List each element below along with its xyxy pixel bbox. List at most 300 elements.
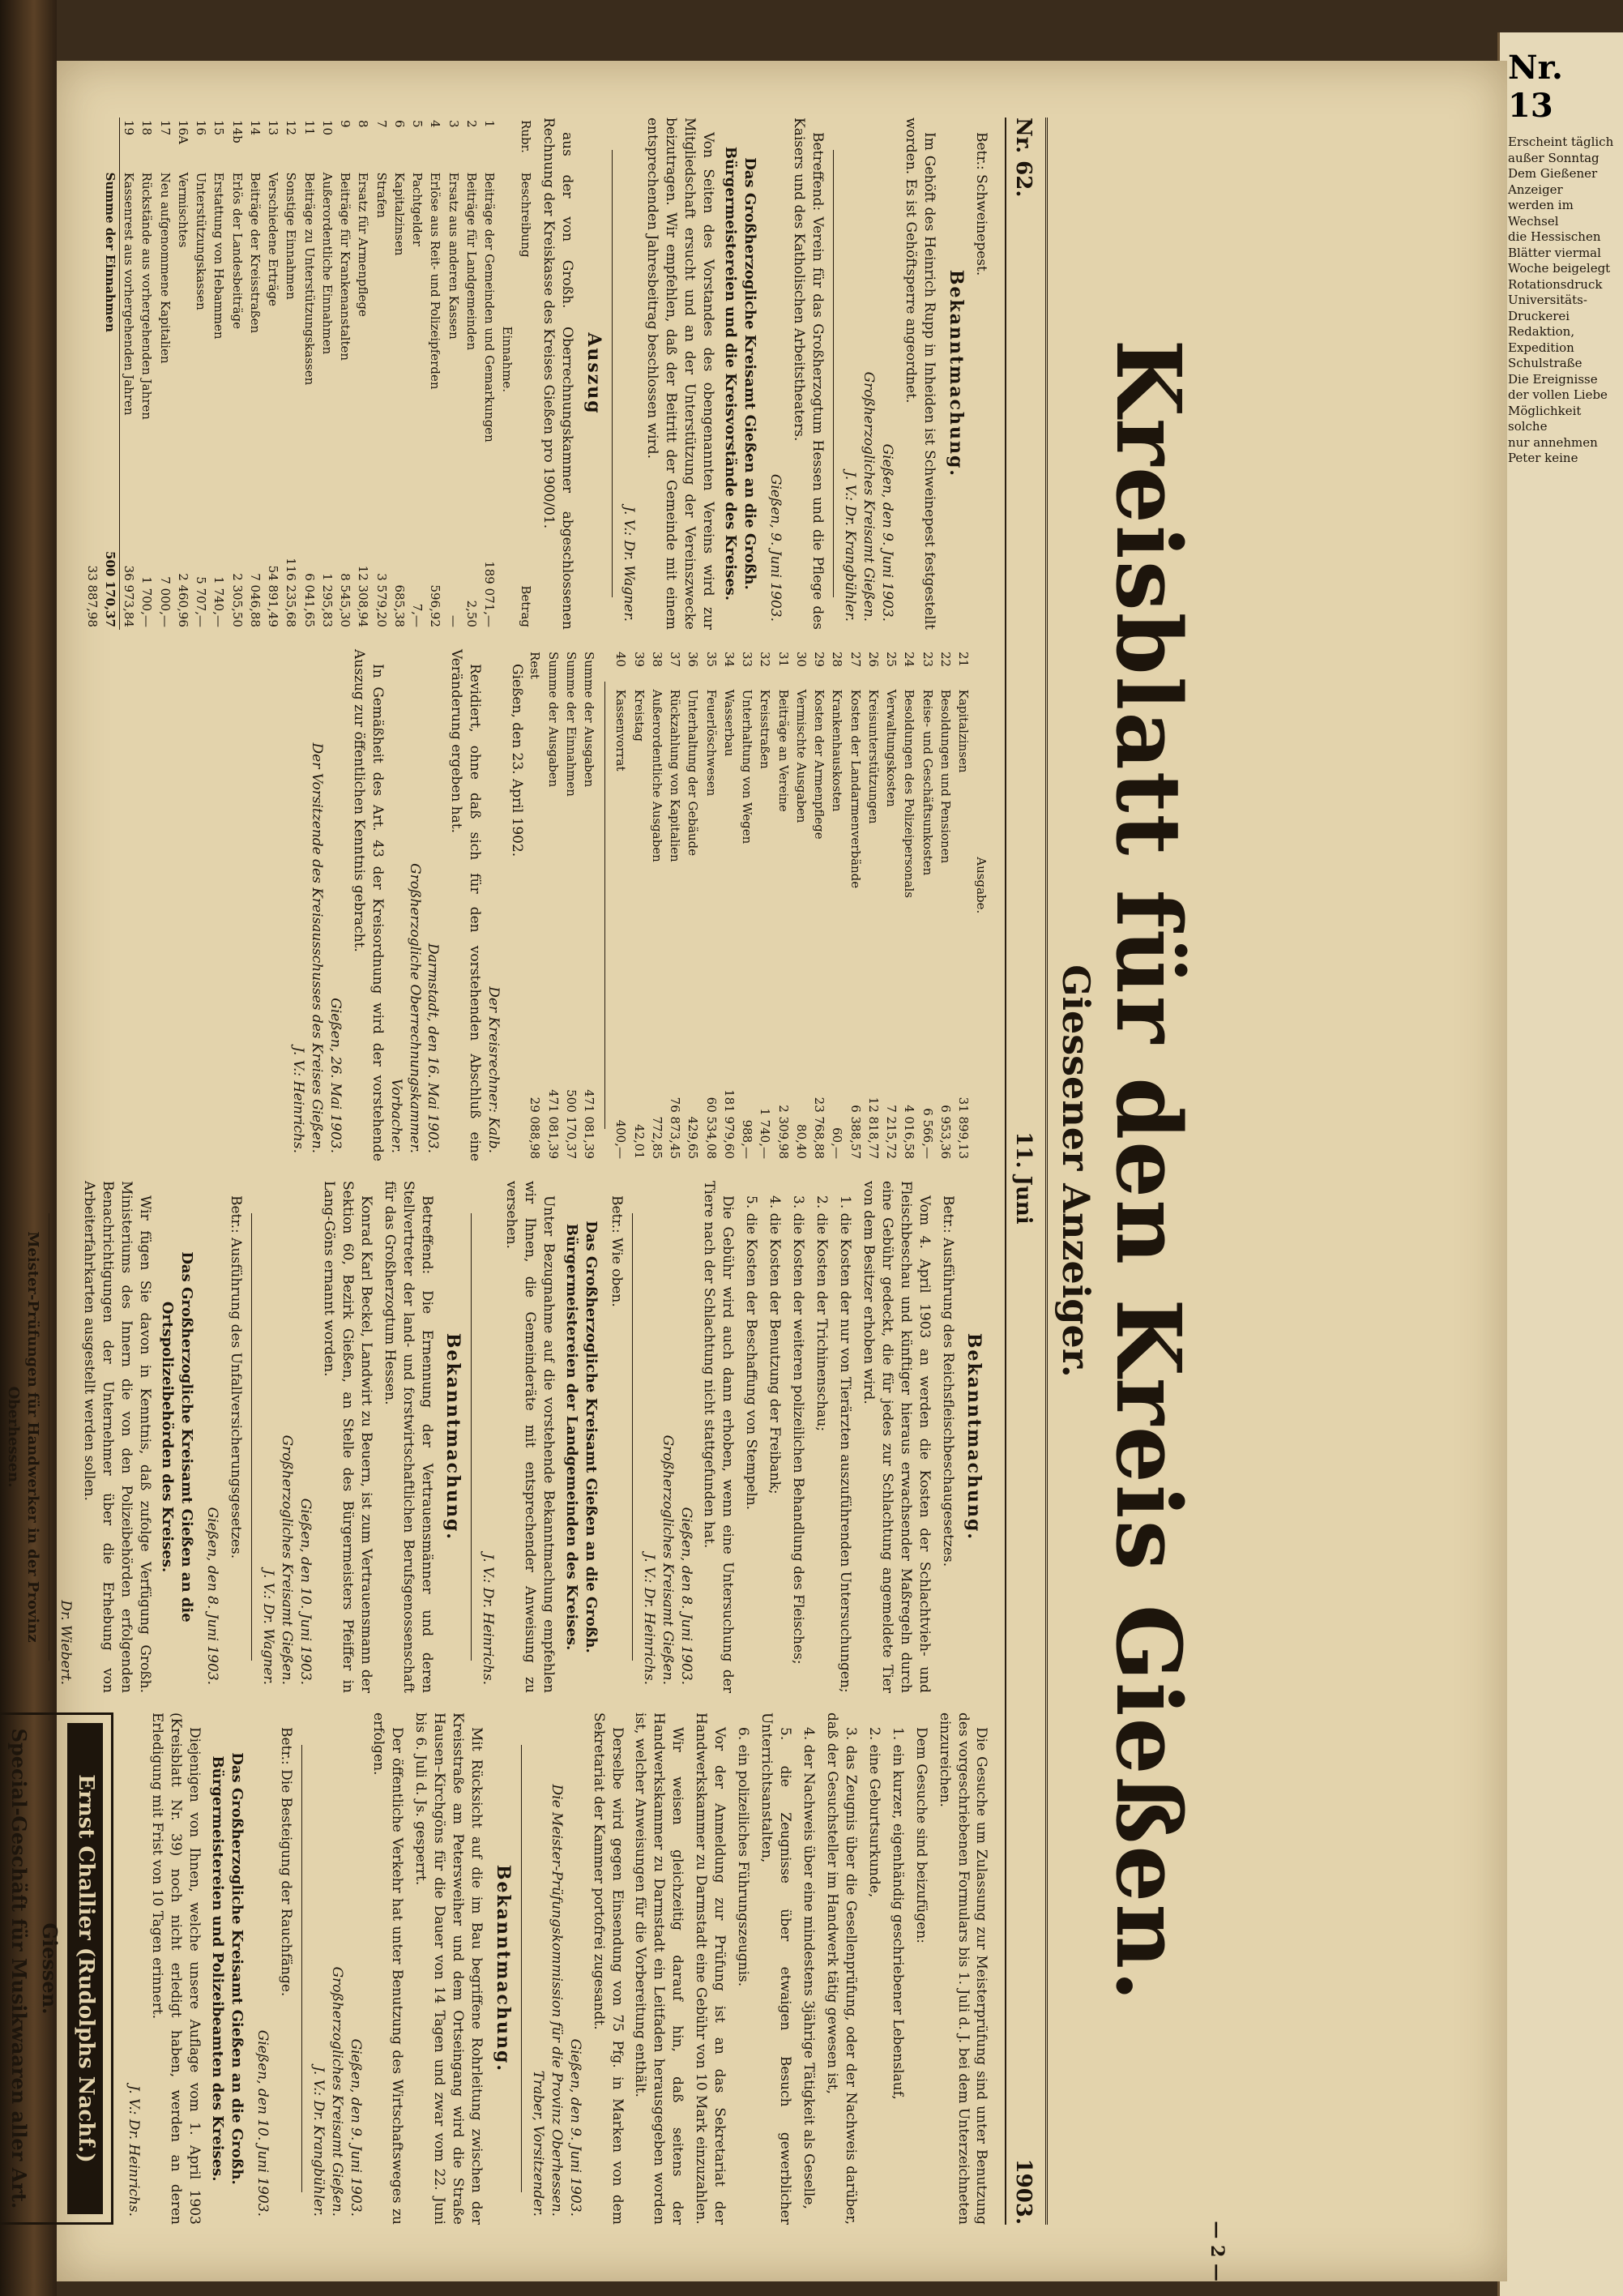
ledger-cell: 2 309,98	[775, 1105, 791, 1159]
ledger-cell: 60,—	[830, 1127, 845, 1159]
adjacent-page-line: Rotationsdruck	[1508, 276, 1603, 292]
ledger-cell: 988,—	[740, 1119, 755, 1159]
notice-office: Großherzogliches Kreisamt Gießen.	[328, 1966, 345, 2217]
ledger-row	[630, 649, 648, 1161]
advertisement	[0, 1712, 113, 2225]
ledger-cell: Beiträge für Landgemeinden	[463, 172, 479, 351]
section-text: aus der von Großh. Oberrechnungskammer abgeschlossenen Rechnung der Kreiskasse des Kreises Gießen pro 1900/01.	[540, 118, 576, 630]
ledger-cell: Erlös der Landesbeiträge	[229, 172, 245, 330]
ledger-row	[810, 649, 828, 1161]
ledger-header-cell: Beschreibung	[518, 172, 533, 258]
ledger-row	[228, 118, 246, 630]
ledger-row	[192, 118, 210, 630]
notice-office: Großherzogliches Kreisamt Gießen.	[659, 1434, 676, 1685]
newspaper-page	[4, 61, 1507, 2281]
ledger-cell: 76 873,45	[668, 1097, 683, 1159]
ledger-subtotal-row	[83, 118, 100, 630]
notice-heading: Das Großherzogliche Kreisamt Gießen an die Großh. Bürgermeistereien der Landgemeinden des Kreises.	[562, 1221, 600, 1653]
ledger-row	[526, 649, 544, 1161]
notice-signer: J. V.: Dr. Heinrichs.	[480, 1553, 497, 1685]
notice-signer: J. V.: Dr. Krangbühler.	[310, 2066, 327, 2217]
rotated-page-content	[4, 61, 1228, 2281]
notice-text: Die Gebühr wird auch dann erhoben, wenn eine Untersuchung der Tiere nach der Schlachtung nicht stattgefunden hat.	[701, 1181, 737, 1693]
ad-company-name: Ernst Challier (Rudolphs Nachf.)	[67, 1723, 102, 2214]
ledger-cell: 9	[338, 120, 353, 128]
ledger-note-date: Gießen, den 23. April 1902.	[509, 664, 526, 857]
ledger-cell: Erstattung von Hebammen	[211, 172, 227, 340]
ledger-cell: Summe der Ausgaben	[582, 652, 597, 788]
notice-date: Gießen, den 9. Juni 1903.	[347, 2038, 364, 2217]
ledger-cell: 27	[848, 652, 863, 668]
revision-signer: Vorbacher.	[387, 1078, 404, 1153]
adjacent-page-line: Redaktion, Expedition	[1508, 324, 1575, 355]
adjacent-page-line: die Hessischen	[1508, 229, 1601, 244]
divider	[833, 150, 834, 597]
notice-subject: Betr.: Schweinepest.	[973, 132, 990, 276]
notice-date: Gießen, den 10. Juni 1903.	[297, 1498, 314, 1685]
ledger-cell: 7,—	[410, 603, 425, 627]
ledger-cell: Besoldungen und Pensionen	[938, 689, 953, 864]
ledger-cell: 429,65	[686, 1116, 701, 1159]
ledger-cell: Verschiedene Erträge	[266, 172, 281, 307]
ledger-row	[703, 649, 720, 1161]
notice-office: Großherzogliches Kreisamt Gießen.	[279, 1434, 296, 1685]
ledger-row	[391, 118, 408, 630]
ledger-cell: 33	[740, 652, 755, 668]
ledger-cell: Außerordentliche Einnahmen	[319, 172, 335, 355]
publication-signer: J. V.: Heinrichs.	[289, 1046, 306, 1153]
ledger-cell: Vermischte Ausgaben	[794, 689, 809, 823]
ledger-cell: 2	[463, 120, 479, 128]
ledger-header-cell: Rubr.	[518, 120, 533, 153]
ledger-row	[156, 118, 173, 630]
ledger-row	[720, 649, 738, 1161]
expense-ledger	[612, 649, 990, 1161]
notice-signer: J. V.: Dr. Heinrichs.	[640, 1553, 657, 1685]
ad-city: Giessen.	[38, 1922, 62, 2015]
ledger-cell: 14	[247, 120, 263, 136]
ledger-section: Ausgabe.	[974, 857, 989, 914]
ledger-cell: Pachtgelder	[410, 172, 425, 246]
ledger-row	[684, 649, 702, 1161]
ledger-cell: 12 818,77	[866, 1097, 881, 1159]
notice-date: Gießen, den 9. Juni 1903.	[879, 443, 895, 622]
ledger-cell: 22	[938, 652, 953, 668]
ledger-cell: 12	[284, 120, 299, 136]
ledger-cell: 39	[631, 652, 647, 668]
ledger-row	[882, 649, 900, 1161]
notice-signer: Dr. Wiebert.	[58, 1600, 75, 1685]
divider	[251, 1213, 252, 1661]
publication-office: Der Vorsitzende des Kreisausschusses des Kreises Gießen.	[308, 742, 325, 1153]
notice-signer: J. V.: Dr. Krangbühler.	[842, 471, 859, 622]
ledger-cell: 6 041,65	[301, 573, 317, 627]
adjacent-page-line: nur annehmen	[1508, 434, 1598, 450]
ledger-cell: Erlöse aus Reit- und Polizeipferden	[428, 172, 443, 390]
ledger-cell: Wasserbau	[722, 689, 737, 757]
notice-signer: J. V.: Dr. Wagner.	[621, 506, 638, 622]
ledger-row	[756, 649, 774, 1161]
adjacent-page-line: der vollen Liebe	[1508, 387, 1608, 402]
ledger-cell: 2 305,50	[229, 573, 245, 627]
ledger-cell: Krankenhauskosten	[830, 689, 845, 812]
notice-office: Großherzogliches Kreisamt Gießen.	[861, 371, 878, 622]
notice-heading: Das Großherzogliche Kreisamt Gießen an die Großh. Bürgermeistereien und die Kreisvorstände des Kreises.	[722, 146, 759, 601]
notice-heading: Bekanntmachung.	[442, 1332, 464, 1541]
ledger-cell: 4 016,58	[902, 1105, 917, 1159]
ledger-row	[847, 649, 865, 1161]
ledger-cell: 38	[650, 652, 664, 668]
notice-subject: Betreffend: Verein für das Großherzogtum Hessen und die Pflege des Kaisers und des Katholischen Arbeitstheaters.	[791, 118, 826, 630]
ledger-cell: Rest	[527, 652, 543, 679]
ledger-cell: Beiträge der Kreisstraßen	[247, 172, 263, 334]
ledger-section: Einnahme.	[500, 326, 515, 393]
ledger-cell: 23 768,88	[812, 1097, 827, 1159]
ledger-cell: Rückzahlung von Kapitalien	[668, 689, 683, 862]
list-item: 1. ein kurzer, eigenhändig geschriebener Lebenslauf,	[889, 1727, 906, 2100]
adjacent-page-header: Nr. 13	[1508, 49, 1563, 125]
ledger-row	[354, 118, 372, 630]
ledger-row	[738, 649, 756, 1161]
ledger-cell: 471 081,39	[545, 1089, 561, 1159]
adjacent-page-line: Möglichkeit solche	[1508, 403, 1582, 434]
ledger-row	[174, 118, 192, 630]
notice-date: Gießen, 9. Juni 1903.	[767, 473, 784, 622]
ledger-cell: 2 460,96	[175, 573, 190, 627]
ledger-cell: Kosten der Armenpflege	[812, 689, 827, 840]
ledger-cell: 12 308,94	[356, 565, 371, 627]
ledger-cell: Ersatz aus anderen Kassen	[446, 172, 461, 340]
ledger-row	[336, 118, 354, 630]
adjacent-page-line: Erscheint täglich	[1508, 135, 1614, 149]
ledger-cell: 11	[301, 120, 317, 136]
ledger-cell: 19	[122, 120, 137, 136]
notice-text: Unter Bezugnahme auf die vorstehende Bekanntmachung empfehlen wir Ihnen, die Gemeinderäte mit entsprechender Anweisung zu versehen.	[503, 1181, 557, 1693]
ledger-cell: 6 388,57	[848, 1105, 863, 1159]
ledger-cell: 6 953,36	[938, 1105, 953, 1159]
ledger-row	[318, 118, 336, 630]
list-item: 5. die Zeugnisse über etwaigen Besuch gewerblicher Unterrichtsanstalten,	[758, 1712, 794, 2225]
ledger-cell: Besoldungen des Polizeipersonals	[902, 689, 917, 898]
ledger-cell: 10	[319, 120, 335, 136]
notice-date: Gießen, den 8. Juni 1903.	[204, 1507, 221, 1685]
ledger-row	[900, 649, 918, 1161]
ledger-row	[775, 649, 792, 1161]
ledger-subtotal-value: 33 887,98	[84, 565, 100, 627]
ledger-cell: 189 071,—	[482, 561, 498, 627]
adjacent-page-line: außer Sonntag	[1508, 150, 1600, 165]
adjacent-page-text	[1500, 128, 1623, 473]
adjacent-page-line: Universitäts-Druckerei	[1508, 293, 1587, 323]
notice-signer: J. V.: Dr. Wagner.	[260, 1569, 277, 1685]
ledger-cell: 18	[139, 120, 155, 136]
notice-list	[733, 1712, 907, 2225]
ledger-row	[828, 649, 846, 1161]
ledger-cell: Kreisstraßen	[758, 689, 773, 769]
ledger-row	[545, 649, 562, 1161]
ledger-cell: Verwaltungskosten	[884, 689, 899, 807]
ledger-cell: 3 579,20	[374, 573, 389, 627]
notice-subject: Betr.: Wie oben.	[608, 1195, 625, 1307]
column-1	[84, 118, 991, 630]
ledger-cell: 32	[758, 652, 773, 668]
notice-text: Wir weisen gleichzeitig darauf hin, daß seitens der Handwerkskammer zu Darmstadt ein Leitfaden herausgegeben worden ist, welcher Anweisungen für die Vorbereitung enthält.	[632, 1712, 686, 2225]
divider	[632, 1213, 633, 1661]
list-item: 4. die Kosten der Benutzung der Freibank;	[767, 1195, 784, 1494]
list-item: 2. eine Geburtsurkunde,	[865, 1727, 882, 1898]
ledger-cell: 17	[157, 120, 173, 136]
ledger-cell: 31	[775, 652, 791, 668]
notice-heading: Bekanntmachung.	[963, 1332, 985, 1541]
ledger-row	[792, 649, 810, 1161]
page-number: — 2 —	[1207, 2221, 1228, 2281]
ledger-row	[408, 118, 426, 630]
notice-text: Von Seiten des Vorstandes des obengenannten Vereins wird zur Mitgliedschaft ersucht und an der Unterstützung der Vereinszwecke beizutragen. Wir empfehlen, daß der Beitritt der Gemeinde mit einem entsprechenden Jahresbeitrag beschlossen wird.	[643, 118, 716, 630]
ledger-total-value: 500 170,37	[101, 549, 120, 630]
ledger-row	[264, 118, 282, 630]
ledger-row	[119, 118, 138, 630]
ledger-cell: 16A	[175, 120, 190, 144]
ledger-row	[666, 649, 684, 1161]
divider	[471, 1213, 472, 1661]
ledger-row	[372, 118, 390, 630]
ledger-row	[955, 649, 972, 1161]
notice-date: Gießen, den 9. Juni 1903.	[566, 2038, 583, 2217]
ledger-cell: 5	[410, 120, 425, 128]
ledger-cell: 29	[812, 652, 827, 668]
notice-heading: Bekanntmachung.	[492, 1864, 514, 2073]
ledger-row	[463, 118, 480, 630]
list-item: 5. die Kosten der Beschaffung von Stempeln.	[743, 1195, 760, 1511]
notice-heading: Bekanntmachung.	[945, 269, 967, 478]
ledger-cell: 471 081,39	[582, 1089, 597, 1159]
list-item: 3. die Kosten der weiteren polizeilichen Behandlung des Fleisches;	[790, 1195, 807, 1665]
ledger-body	[119, 118, 498, 630]
ledger-cell: 80,40	[794, 1124, 809, 1159]
ledger-cell: Kosten der Landarmenverbände	[848, 689, 863, 889]
ledger-cell: 1 700,—	[139, 576, 155, 627]
summary-body	[526, 649, 598, 1161]
ledger-cell: 23	[920, 652, 935, 668]
ledger-cell: 24	[902, 652, 917, 668]
masthead	[1046, 118, 1201, 2225]
ledger-total-label: Summe der Einnahmen	[101, 170, 120, 549]
ledger-cell: Kapitalzinsen	[391, 172, 407, 256]
ledger-row	[612, 649, 630, 1161]
adjacent-page-line: Peter keine	[1508, 451, 1578, 465]
ledger-row	[480, 118, 498, 630]
ledger-header-cell: Betrag	[518, 585, 533, 627]
ledger-cell: —	[446, 615, 461, 627]
ledger-cell: Unterstützungskassen	[194, 172, 209, 310]
ledger-cell: 54 891,49	[266, 565, 281, 627]
adjacent-page-line: Die Ereignisse	[1508, 371, 1598, 387]
column-4	[7, 1712, 991, 2225]
ledger-cell: 21	[956, 652, 972, 668]
ledger-cell: 25	[884, 652, 899, 668]
ledger-cell: 1	[482, 120, 498, 128]
ledger-cell: 14b	[229, 120, 245, 143]
ledger-note-signer: Der Kreisrechner: Kalb.	[485, 986, 502, 1153]
ledger-total-row	[101, 118, 120, 630]
issue-date: 11. Juni	[1011, 1131, 1036, 1225]
revision-text: Revidiert, ohne daß sich für den vorstehenden Abschluß eine Veränderung ergeben hat.	[448, 649, 484, 1161]
ledger-cell: Sonstige Einnahmen	[284, 172, 299, 300]
ledger-cell: 5 707,—	[194, 576, 209, 627]
revision-office: Großherzogliche Oberrechnungskammer.	[406, 863, 423, 1153]
ledger-summary	[526, 649, 598, 1161]
column-2	[108, 649, 991, 1161]
ledger-cell: 500 170,37	[564, 1089, 579, 1159]
publication-place: Gießen, 26. Mai 1903.	[327, 998, 344, 1153]
ledger-cell: 7 215,72	[884, 1105, 899, 1159]
ledger-cell: 26	[866, 652, 881, 668]
notice-subject: Betr.: Die Besteigung der Rauchfänge.	[277, 1727, 294, 1997]
column-3	[4, 1181, 991, 1693]
ledger-cell: 30	[794, 652, 809, 668]
notice-text: Wir fügen Sie davon in Kenntnis, daß zufolge Verfügung Großh. Ministeriums des Innern die von den Polizeibehörden erfolgenden Benachrichtigungen der Unternehmer über die Erhebung von Arbeiterfahrkarten ausgestellt werden sollen.	[81, 1181, 153, 1693]
ledger-cell: 6	[391, 120, 407, 128]
notice-subject: Betr.: Ausführung des Unfallversicherungsgesetzes.	[228, 1195, 245, 1559]
ledger-row	[562, 649, 580, 1161]
ledger-cell: 36 973,84	[122, 565, 137, 627]
ledger-cell: 16	[194, 120, 209, 136]
ledger-cell: 685,38	[391, 584, 407, 627]
list-item: 6. ein polizeiliches Führungszeugnis.	[735, 1727, 752, 1987]
ledger-cell: 7 046,88	[247, 573, 263, 627]
ledger-cell: 34	[722, 652, 737, 668]
ledger-cell: Feuerlöschwesen	[703, 689, 719, 797]
ledger-cell: Beiträge an Vereine	[775, 689, 791, 812]
ledger-cell: Summe der Einnahmen	[564, 652, 579, 797]
ledger-cell: 42,01	[631, 1124, 647, 1159]
list-item: 1. die Kosten der nur von Tierärzten auszuführenden Untersuchungen;	[837, 1195, 854, 1693]
ledger-cell: 1 740,—	[211, 576, 227, 627]
ledger-cell: 1 740,—	[758, 1108, 773, 1159]
ledger-cell: 8	[356, 120, 371, 128]
ledger-cell: Kassenvorrat	[613, 689, 629, 772]
ledger-cell: Rückstände aus vorhergehenden Jahren	[139, 172, 155, 420]
ledger-cell: 60 534,08	[703, 1097, 719, 1159]
ledger-cell: 28	[830, 652, 845, 668]
ledger-cell: 40	[613, 652, 629, 668]
issue-bar	[1006, 118, 1041, 2225]
ledger-header-row	[516, 118, 534, 630]
publication-text: In Gemäßheit des Art. 43 der Kreisordnung wird der vorstehende Auszug zur öffentlichen Kenntnis gebracht.	[350, 649, 386, 1161]
ledger-cell: 7 000,—	[157, 576, 173, 627]
ledger-cell: 31 899,13	[956, 1097, 972, 1159]
list-item: 2. die Kosten der Trichinenschau;	[814, 1195, 831, 1432]
notice-text: Konrad Karl Beckel, Landwirt zu Beuern, ist zum Vertrauensmann der Sektion 60, Bezirk Gießen, an Stelle des Bürgermeisters Pfeiffer in Lang-Göns ernannt worden.	[321, 1181, 374, 1693]
ledger-cell: Kapitalzinsen	[956, 689, 972, 773]
list-item: 4. der Nachweis über eine mindestens 3jährige Tätigkeit als Geselle,	[801, 1727, 817, 2209]
ledger-cell: Außerordentliche Ausgaben	[650, 689, 664, 862]
newspaper-subtitle: Giessener Anzeiger.	[1054, 964, 1099, 1378]
ledger-cell: Beiträge für Krankenanstalten	[338, 172, 353, 361]
issue-year: 1903.	[1011, 2158, 1036, 2225]
ledger-cell: Kreisunterstützungen	[866, 689, 881, 824]
ledger-cell: Neu aufgenommene Kapitalien	[157, 172, 173, 364]
ledger-cell: 7	[374, 120, 389, 128]
list-item: 3. das Zeugnis über die Gesellenprüfung, oder der Nachweis darüber, daß der Gesuchsteller im Handwerk tätig gewesen ist,	[823, 1712, 859, 2225]
divider	[521, 1745, 522, 2192]
notice-text: Diejenigen von Ihnen, welche unsere Auflage vom 1. April 1903 (Kreisblatt Nr. 39) noch nicht erledigt haben, werden an deren Erledigung mit Frist von 10 Tagen erinnert.	[149, 1712, 203, 2225]
ledger-row	[937, 649, 955, 1161]
ledger-cell: Kreistag	[631, 689, 647, 742]
notice-list	[741, 1181, 854, 1693]
notice-text: Die Gesuche um Zulassung zur Meisterprüfung sind unter Benutzung des vorgeschriebenen Formulars bis 1. Juli d. J. bei dem Unterzeichneten einzureichen.	[936, 1712, 990, 2225]
ledger-row	[300, 118, 318, 630]
ledger-cell: 8 545,30	[338, 573, 353, 627]
adjacent-page	[1497, 32, 1623, 2296]
adjacent-page-line: Blätter viermal	[1508, 245, 1601, 260]
ledger-cell: 15	[211, 120, 227, 136]
ledger-row	[444, 118, 462, 630]
ledger-cell: 596,92	[428, 584, 443, 627]
ledger-cell: 35	[703, 652, 719, 668]
notice-heading: Meister-Prüfungen für Handwerker in der Provinz Oberhessen.	[4, 1231, 42, 1643]
ledger-cell: 2,50	[463, 600, 479, 627]
notice-date: Gießen, den 8. Juni 1903.	[677, 1507, 694, 1685]
notice-office: Die Meister-Prüfungskommission für die Provinz Oberhessen.	[548, 1784, 565, 2217]
ledger-row	[648, 649, 666, 1161]
ledger-cell: 13	[266, 120, 281, 136]
ad-text	[0, 1723, 1, 2214]
ledger-cell: 1 295,83	[319, 573, 335, 627]
notice-heading: Das Großherzogliche Kreisamt Gießen an die Ortspolizeibehörden des Kreises.	[159, 1251, 196, 1623]
ledger-cell: Unterhaltung der Gebäude	[686, 689, 701, 857]
divider	[612, 150, 613, 597]
ledger-cell: 4	[428, 120, 443, 128]
notice-text: Vor der Anmeldung zur Prüfung ist an das Sekretariat der Handwerkskammer zu Darmstadt eine Gebühr von 10 Mark einzuzahlen.	[693, 1712, 728, 2225]
notice-signer: J. V.: Dr. Heinrichs.	[126, 2084, 143, 2217]
divider	[604, 682, 605, 1129]
revision-place: Darmstadt, den 16. Mai 1903.	[425, 943, 442, 1153]
notice-list-intro: Dem Gesuche sind beizufügen:	[912, 1727, 929, 1944]
notice-date: Gießen, den 10. Juni 1903.	[254, 2029, 271, 2217]
ledger-cell: Summe der Ausgaben	[545, 652, 561, 788]
adjacent-page-line: Schulstraße	[1508, 356, 1582, 370]
ledger-cell: Ersatz für Armenpflege	[356, 172, 371, 317]
ledger-row	[865, 649, 882, 1161]
ledger-row	[426, 118, 444, 630]
ledger-body	[612, 649, 972, 1161]
columns	[4, 118, 991, 2225]
section-heading: Auszug	[583, 332, 605, 415]
ledger-row	[580, 649, 598, 1161]
notice-text: Derselbe wird gegen Einsendung von 75 Pfg. in Marken von dem Sekretariat der Kammer portofrei zugesandt.	[590, 1712, 626, 2225]
notice-subject: Betreffend: Die Ernennung der Vertrauensmänner und deren Stellvertreter der land- und forstwirtschaftlichen Berufsgenossenschaft für das Großherzogtum Hessen.	[381, 1181, 435, 1693]
ledger-cell: Beiträge zu Unterstützungskassen	[301, 172, 317, 386]
newspaper-title: Kreisblatt für den Kreis Gießen.	[1096, 339, 1201, 2003]
ledger-cell: 36	[686, 652, 701, 668]
ledger-cell: Strafen	[374, 172, 389, 219]
notice-text: Vom 4. April 1903 an werden die Kosten der Schlachtvieh- und Fleischbeschau und künftiger hieraus erwachsender Maßregeln durch eine Gebühr gedeckt, die für jedes zur Schlachtung angemeldete Tier von dem Besitzer erhoben wird.	[861, 1181, 933, 1693]
ledger-cell: 772,85	[650, 1116, 664, 1159]
notice-heading: Das Großherzogliche Kreisamt Gießen an die Großh. Bürgermeistereien und Polizeibeamten des Kreises.	[208, 1752, 246, 2185]
ledger-cell: Unterhaltung von Wegen	[740, 689, 755, 844]
ledger-row	[919, 649, 937, 1161]
ledger-cell: 181 979,60	[722, 1089, 737, 1159]
ledger-row	[138, 118, 156, 630]
ledger-row	[246, 118, 264, 630]
notice-text: Im Gehöft des Heinrich Rupp in Inheiden ist Schweinepest festgestellt worden. Es ist Gehöftsperre angeordnet.	[902, 118, 937, 630]
ledger-cell: 29 088,98	[527, 1097, 543, 1159]
adjacent-page-line: Dem Gießener Anzeiger	[1508, 166, 1598, 197]
ledger-cell: 400,—	[613, 1119, 629, 1159]
adjacent-page-line: werden im Wechsel	[1508, 198, 1574, 229]
notice-text: Mit Rücksicht auf die im Bau begriffene Rohrleitung zwischen der Kreisstraße am Petersweiher und dem Ortseingang wird die Straße Hausen–Kirchgöns für die Dauer von 14 Tagen und zwar vom 22. Juni bis 6. Juli d. Js. gesperrt.	[412, 1712, 485, 2225]
